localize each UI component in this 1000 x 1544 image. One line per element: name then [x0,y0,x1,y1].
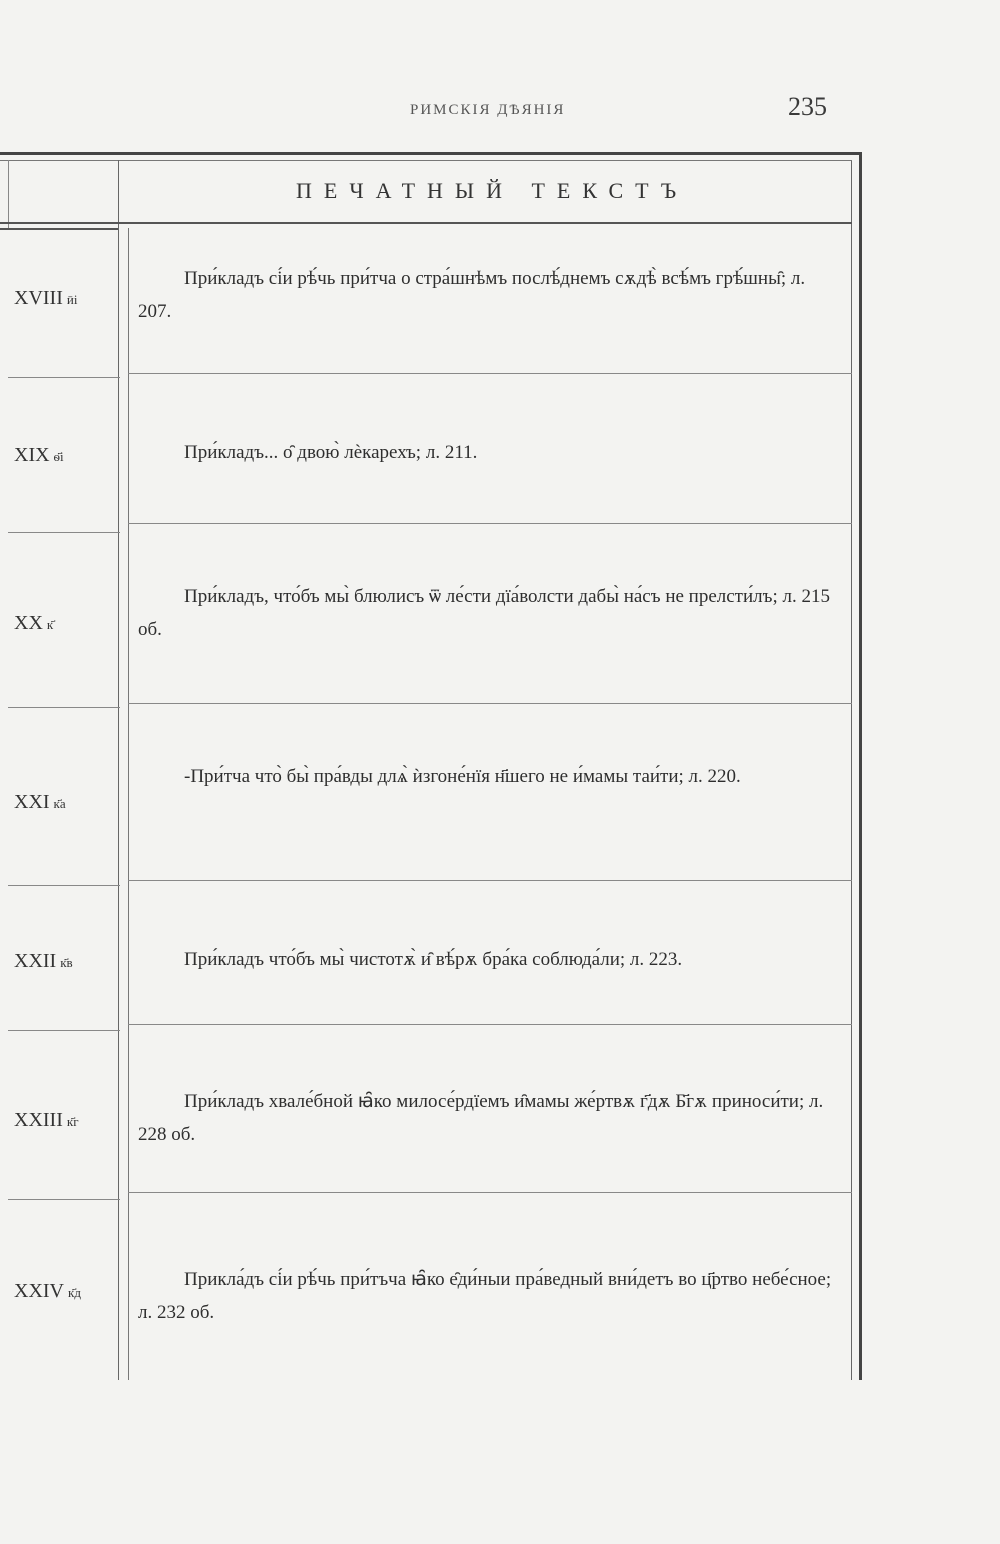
slavonic-numeral: ѳ҃і [53,449,64,464]
header-divider [0,222,852,224]
table-row-text: Прикла́дъ сі́и рѣ́чь при́тъча ꙗ̑ко е̑ди́ныи пра́ведный вни́детъ во ц҃ртво небе́сное; л. 232 об. [138,1269,832,1323]
row-divider [128,1192,852,1193]
roman-numeral: XXIII [14,1109,63,1131]
table-row-text: -При́тча что̀ бы̀ пра́вды длѧ̀ ѝзгоне́нїя н҃шего не и́мамы таи́ти; л. 220. [184,766,741,787]
page-header [0,92,1000,132]
row-divider [128,373,852,374]
row-numeral [14,444,114,467]
row-divider [8,532,120,533]
row-divider [8,1030,120,1031]
row-divider [8,707,120,708]
row-numeral [14,1109,114,1132]
slavonic-numeral: ӣі [66,292,78,307]
header-divider [0,228,118,230]
table-row-text: При́кладъ что́бъ мы̀ чистотѫ̀ и̑ вѣ́рѫ бра́ка соблюда́ли; л. 223. [184,949,683,970]
row-numeral [14,1280,114,1303]
column-divider [8,160,9,228]
roman-numeral: XXIV [14,1280,64,1302]
row-divider [8,1199,120,1200]
column-divider [128,228,129,1380]
page-number: 235 [788,92,827,121]
table-row-text: При́кладъ сі́и рѣ́чь при́тча о стра́шнѣмъ послѣ́днемъ сѫдѣ̀ всѣ́мъ грѣ́шны̑; л. 207. [138,268,806,322]
row-numeral [14,950,114,973]
frame-border [851,160,852,1380]
row-numeral [14,612,114,635]
row-divider [8,885,120,886]
table-row-text: При́кладъ... о̑ двою̀ лѐкарехъ; л. 211. [184,442,478,463]
row-numeral [14,791,114,814]
slavonic-numeral: к҃г [66,1114,79,1129]
row-divider [128,1024,852,1025]
roman-numeral: XXII [14,950,57,972]
slavonic-numeral: к҃в [60,955,73,970]
row-divider [128,703,852,704]
running-title: РИМСКІЯ ДѢЯНІЯ [410,102,566,118]
frame-border [0,160,852,161]
slavonic-numeral: к҃а [53,796,66,811]
roman-numeral: XIX [14,444,50,466]
row-divider [8,377,120,378]
roman-numeral: XX [14,612,43,634]
table-row-text: При́кладъ хвале́бной ꙗ̑ко милосе́рдїемъ и̑мамы же́ртвѫ г҃дѫ Б҃гѫ приноси́ти; л. 228 об. [138,1091,824,1145]
roman-numeral: XXI [14,791,50,813]
row-divider [128,523,852,524]
row-numeral [14,287,114,310]
frame-border [859,152,862,1380]
column-divider [118,160,119,1380]
column-title: ПЕЧАТНЫЙ ТЕКСТЪ [296,178,689,203]
table-row-text: При́кладъ, что́бъ мы̀ блюлисъ ѿ ле́сти дїа́волсти дабы̀ на́съ не прелсти́лъ; л. 215 об. [138,586,830,640]
slavonic-numeral: к҃ [46,617,54,632]
roman-numeral: XVIII [14,287,63,309]
slavonic-numeral: к҃д [68,1285,81,1300]
row-divider [128,880,852,881]
